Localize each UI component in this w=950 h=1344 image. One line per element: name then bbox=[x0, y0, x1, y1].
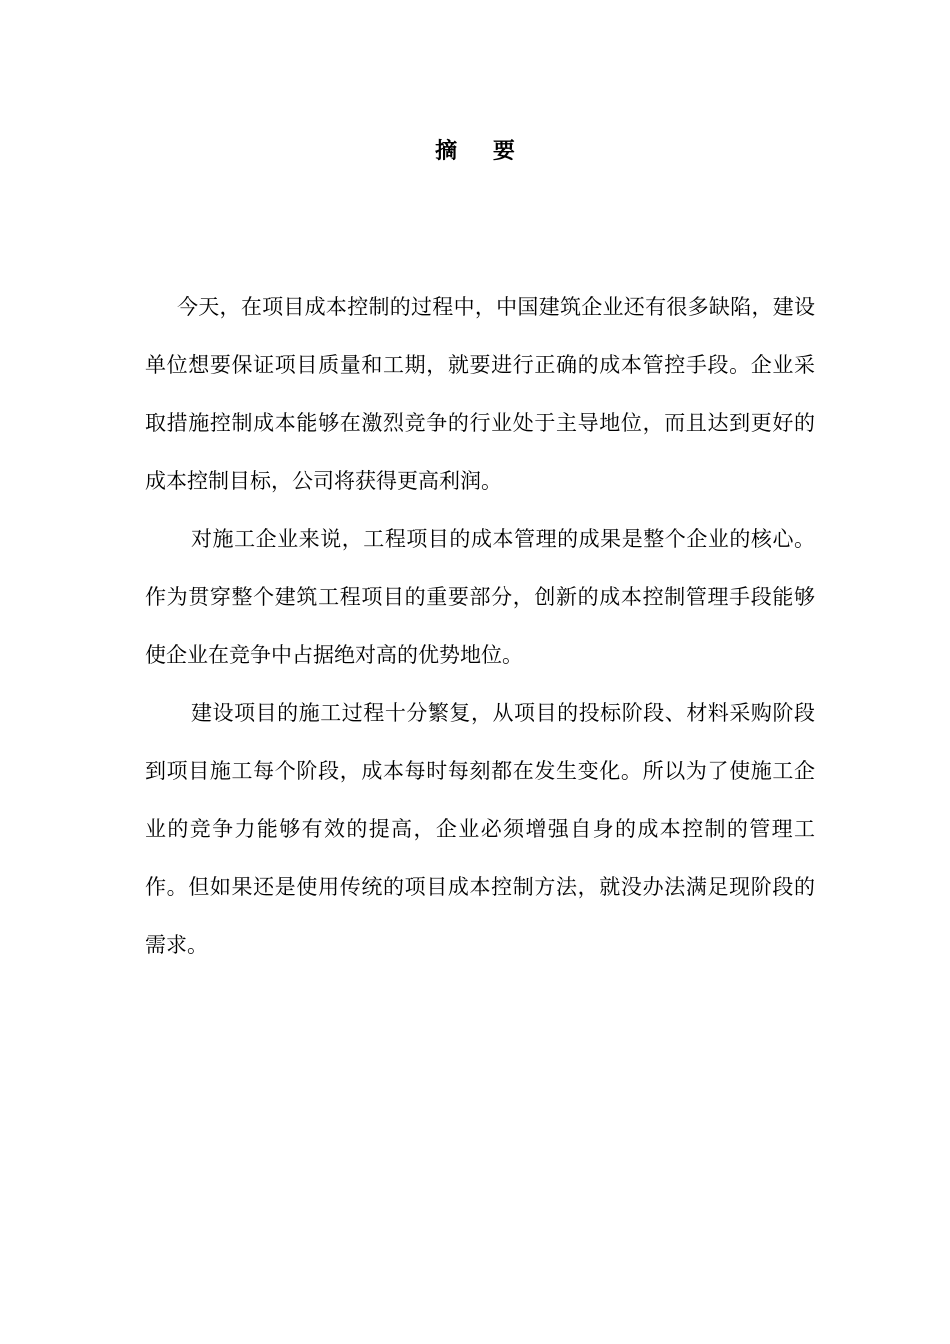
abstract-body bbox=[145, 278, 815, 974]
paragraph-1: 今天，在项目成本控制的过程中，中国建筑企业还有很多缺陷，建设单位想要保证项目质量和工期，就要进行正确的成本管控手段。企业采取措施控制成本能够在激烈竞争的行业处于主导地位，而且达到更好的成本控制目标，公司将获得更高利润。 bbox=[145, 295, 815, 493]
paragraph-2: 对施工企业来说，工程项目的成本管理的成果是整个企业的核心。作为贯穿整个建筑工程项目的重要部分，创新的成本控制管理手段能够使企业在竞争中占据绝对高的优势地位。 bbox=[145, 527, 815, 667]
page-title: 摘 要 bbox=[435, 138, 529, 164]
paragraph-3: 建设项目的施工过程十分繁复，从项目的投标阶段、材料采购阶段到项目施工每个阶段，成本每时每刻都在发生变化。所以为了使施工企业的竞争力能够有效的提高，企业必须增强自身的成本控制的管理工作。但如果还是使用传统的项目成本控制方法，就没办法满足现阶段的需求。 bbox=[145, 701, 815, 957]
